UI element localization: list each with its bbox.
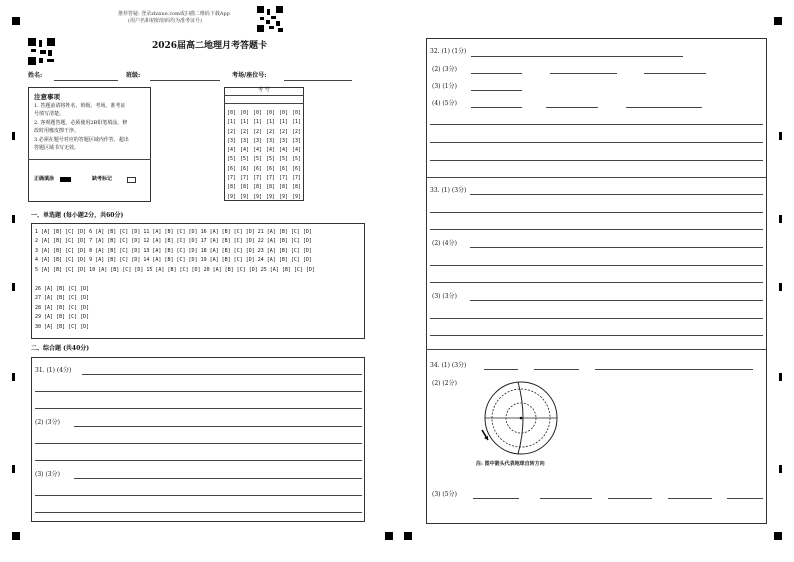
notice-item: 号填写清楚。 [34, 111, 65, 117]
exam-id-write-line [224, 103, 304, 104]
exam-id-digit-bubble[interactable]: [7] [279, 175, 289, 182]
registration-mark-bl [12, 532, 20, 540]
answer-line[interactable] [471, 90, 522, 91]
class-field[interactable] [150, 80, 220, 81]
student-qr-code-icon [28, 38, 55, 65]
download-hint-line1: 推荐答疑: 登录zhixue.com或扫描二维码下载App [118, 11, 230, 17]
exam-id-digit-bubble[interactable]: [9] [292, 193, 302, 200]
q34-2-label: (2) (2分) [432, 380, 457, 387]
registration-mark-tl [12, 17, 20, 25]
exam-id-digit-bubble[interactable]: [4] [279, 147, 289, 154]
exam-id-column [292, 109, 301, 202]
exam-id-digit-bubble[interactable]: [9] [227, 193, 237, 200]
exam-id-digit-bubble[interactable]: [5] [266, 156, 276, 163]
mcq-row[interactable]: 4 [A] [B] [C] [D] 9 [A] [B] [C] [D] 14 [A] [B] [C] [D] 19 [A] [B] [C] [D] 24 [A] [B] [C] [D] [35, 257, 312, 264]
timing-mark [779, 373, 782, 381]
qr-code-icon [257, 6, 283, 32]
answer-line[interactable] [473, 498, 519, 499]
answer-line[interactable] [626, 107, 702, 108]
exam-id-digit-bubble[interactable]: [6] [279, 165, 289, 172]
exam-id-digit-bubble[interactable]: [5] [279, 156, 289, 163]
mcq-row[interactable]: 28 [A] [B] [C] [D] [35, 304, 90, 311]
exam-id-digit-bubble[interactable]: [5] [292, 156, 302, 163]
exam-id-digit-bubble[interactable]: [8] [253, 184, 263, 191]
exam-id-digit-bubble[interactable]: [8] [227, 184, 237, 191]
answer-line[interactable] [74, 426, 362, 427]
registration-mark-tr [774, 17, 782, 25]
earth-rotation-diagram [474, 380, 564, 460]
exam-id-digit-bubble[interactable]: [6] [292, 165, 302, 172]
mcq-row[interactable]: 29 [A] [B] [C] [D] [35, 314, 90, 321]
answer-line[interactable] [430, 124, 763, 125]
exam-id-digit-bubble[interactable]: [1] [253, 119, 263, 126]
answer-line[interactable] [430, 142, 763, 143]
notice-item: 改时用橡皮擦干净。 [34, 128, 80, 134]
timing-mark [12, 132, 15, 140]
exam-id-column [266, 109, 275, 202]
exam-id-digit-bubble[interactable]: [3] [292, 137, 302, 144]
answer-line[interactable] [540, 498, 592, 499]
q33-3-label: (3) (3分) [432, 293, 457, 300]
exam-id-digit-bubble[interactable]: [8] [266, 184, 276, 191]
exam-id-digit-bubble[interactable]: [8] [292, 184, 302, 191]
q31-2-label: (2) (3分) [35, 419, 60, 426]
notice-item: 1. 答题前请将姓名、班级、考场、准考证 [34, 103, 126, 109]
answer-line[interactable] [430, 318, 763, 319]
exam-id-digit-bubble[interactable]: [6] [266, 165, 276, 172]
answer-line[interactable] [430, 229, 763, 230]
exam-id-digit-bubble[interactable]: [0] [266, 110, 276, 116]
q31-3-label: (3) (3分) [35, 471, 60, 478]
answer-line[interactable] [727, 498, 763, 499]
download-hint-line2: (用户名和初始密码均为准考证号) [128, 18, 202, 24]
exam-id-digit-bubble[interactable]: [4] [227, 147, 237, 154]
exam-id-digit-bubble[interactable]: [6] [227, 165, 237, 172]
exam-id-digit-bubble[interactable]: [1] [240, 119, 250, 126]
exam-id-digit-bubble[interactable]: [6] [253, 165, 263, 172]
exam-id-header: 考 号 [258, 87, 270, 93]
notice-item: 答题区域书写无效。 [34, 145, 80, 151]
exam-id-digit-bubble[interactable]: [2] [240, 128, 250, 135]
answer-line[interactable] [430, 212, 763, 213]
timing-mark [12, 215, 15, 223]
exam-id-digit-bubble[interactable]: [9] [266, 193, 276, 200]
exam-id-digit-bubble[interactable]: [2] [292, 128, 302, 135]
answer-line[interactable] [471, 107, 522, 108]
q34-1-label: 34. (1) (3分) [430, 362, 467, 369]
exam-id-digit-bubble[interactable]: [6] [240, 165, 250, 172]
exam-id-header-line [224, 95, 304, 96]
registration-mark-bc2 [404, 532, 412, 540]
q33-1-label: 33. (1) (3分) [430, 187, 467, 194]
seat-field[interactable] [284, 80, 352, 81]
answer-line[interactable] [82, 374, 362, 375]
notice-item: 2. 客观题答题，必须使用2B铅笔填涂，修 [34, 120, 128, 126]
answer-line[interactable] [471, 56, 683, 57]
exam-id-digit-bubble[interactable]: [9] [240, 193, 250, 200]
exam-id-digit-bubble[interactable]: [2] [279, 128, 289, 135]
mcq-row[interactable]: 2 [A] [B] [C] [D] 7 [A] [B] [C] [D] 12 [A] [B] [C] [D] 17 [A] [B] [C] [D] 22 [A] [B] [C] [D] [35, 238, 312, 245]
absent-label: 缺考标记 [92, 176, 113, 182]
notice-item: 3.必须在题号对应的答题区域内作答，超出 [34, 137, 129, 143]
exam-id-digit-bubble[interactable]: [7] [266, 175, 276, 182]
page-title: 2026届高二地理月考答题卡 [152, 41, 268, 51]
q32-4-label: (4) (5分) [432, 100, 457, 107]
exam-id-digit-bubble[interactable]: [5] [253, 156, 263, 163]
answer-line[interactable] [534, 369, 579, 370]
name-label: 姓名: [28, 72, 43, 79]
exam-id-digit-bubble[interactable]: [5] [240, 156, 250, 163]
exam-id-digit-bubble[interactable]: [8] [240, 184, 250, 191]
answer-line[interactable] [484, 369, 518, 370]
correct-fill-sample [60, 177, 71, 182]
exam-id-digit-bubble[interactable]: [0] [227, 110, 237, 116]
name-field[interactable] [54, 80, 118, 81]
exam-id-digit-bubble[interactable]: [0] [253, 110, 263, 116]
exam-id-digit-bubble[interactable]: [4] [253, 147, 263, 154]
answer-line[interactable] [430, 265, 763, 266]
answer-line[interactable] [471, 73, 522, 74]
q34-3-label: (3) (5分) [432, 491, 457, 498]
mcq-row[interactable]: 30 [A] [B] [C] [D] [35, 323, 90, 330]
exam-id-column [227, 109, 236, 202]
timing-mark [12, 283, 15, 291]
correct-fill-label: 正确填涂 [34, 176, 55, 182]
section2-title: 二、综合题 (共40分) [31, 345, 90, 352]
q32-2-label: (2) (3分) [432, 66, 457, 73]
exam-id-digit-bubble[interactable]: [9] [253, 193, 263, 200]
exam-id-digit-bubble[interactable]: [0] [279, 110, 289, 116]
exam-id-digit-bubble[interactable]: [0] [240, 110, 250, 116]
mcq-row[interactable]: 1 [A] [B] [C] [D] 6 [A] [B] [C] [D] 11 [A] [B] [C] [D] 16 [A] [B] [C] [D] 21 [A] [B] [C] [D] [35, 229, 312, 235]
absent-checkbox[interactable] [127, 177, 136, 183]
mcq-row[interactable]: 5 [A] [B] [C] [D] 10 [A] [B] [C] [D] 15 [A] [B] [C] [D] 20 [A] [B] [C] [D] 25 [A] [B] [C] [D] [35, 266, 315, 273]
answer-line[interactable] [668, 498, 712, 499]
exam-id-digit-bubble[interactable]: [7] [240, 175, 250, 182]
answer-line[interactable] [35, 408, 362, 409]
exam-id-digit-bubble[interactable]: [3] [227, 137, 237, 144]
diagram-note: 注: 图中箭头代表地球自转方向 [476, 461, 545, 467]
notice-divider [28, 159, 151, 160]
answer-line[interactable] [430, 282, 763, 283]
exam-id-digit-bubble[interactable]: [3] [266, 137, 276, 144]
exam-id-digit-bubble[interactable]: [7] [253, 175, 263, 182]
notice-title: 注意事项 [34, 93, 60, 101]
exam-id-digit-bubble[interactable]: [3] [240, 137, 250, 144]
mcq-row[interactable]: 26 [A] [B] [C] [D] [35, 286, 90, 292]
exam-id-digit-bubble[interactable]: [2] [253, 128, 263, 135]
exam-id-digit-bubble[interactable]: [1] [279, 119, 289, 126]
registration-mark-br [774, 532, 782, 540]
mcq-row[interactable]: 3 [A] [B] [C] [D] 8 [A] [B] [C] [D] 13 [A] [B] [C] [D] 18 [A] [B] [C] [D] 23 [A] [B] [C] [D] [35, 247, 312, 254]
answer-line[interactable] [35, 512, 362, 513]
answer-line[interactable] [35, 391, 362, 392]
answer-line[interactable] [74, 478, 362, 479]
answer-line[interactable] [644, 73, 706, 74]
timing-mark [779, 215, 782, 223]
exam-id-digit-bubble[interactable]: [1] [266, 119, 276, 126]
exam-id-digit-bubble[interactable]: [1] [292, 119, 302, 126]
answer-line[interactable] [546, 107, 598, 108]
exam-id-digit-bubble[interactable]: [4] [266, 147, 276, 154]
exam-id-column [279, 109, 288, 202]
timing-mark [779, 132, 782, 140]
answer-line[interactable] [430, 335, 763, 336]
class-label: 班级: [126, 72, 141, 79]
exam-id-digit-bubble[interactable]: [3] [279, 137, 289, 144]
answer-line[interactable] [595, 369, 753, 370]
answer-line[interactable] [608, 498, 652, 499]
exam-id-column [253, 109, 262, 202]
q32-q33-divider [426, 177, 767, 178]
exam-id-column [240, 109, 249, 202]
section1-title: 一、单选题 (每小题2分，共60分) [31, 212, 124, 219]
q32-3-label: (3) (1分) [432, 83, 457, 90]
timing-mark [779, 465, 782, 473]
answer-line[interactable] [35, 443, 362, 444]
exam-id-digit-bubble[interactable]: [8] [279, 184, 289, 191]
exam-id-digit-bubble[interactable]: [4] [292, 147, 302, 154]
q31-box [31, 357, 365, 522]
answer-line[interactable] [430, 160, 763, 161]
answer-line[interactable] [470, 194, 763, 195]
answer-line[interactable] [35, 460, 362, 461]
exam-id-digit-bubble[interactable]: [3] [253, 137, 263, 144]
timing-mark [779, 283, 782, 291]
exam-id-digit-bubble[interactable]: [5] [227, 156, 237, 163]
exam-id-digit-bubble[interactable]: [1] [227, 119, 237, 126]
answer-line[interactable] [470, 247, 763, 248]
mcq-row[interactable]: 27 [A] [B] [C] [D] [35, 295, 90, 302]
exam-id-digit-bubble[interactable]: [0] [292, 110, 302, 116]
registration-mark-bc1 [385, 532, 393, 540]
exam-id-digit-bubble[interactable]: [7] [292, 175, 302, 182]
answer-line[interactable] [470, 300, 763, 301]
exam-id-digit-bubble[interactable]: [7] [227, 175, 237, 182]
exam-id-digit-bubble[interactable]: [9] [279, 193, 289, 200]
exam-id-digit-bubble[interactable]: [2] [227, 128, 237, 135]
answer-line[interactable] [550, 73, 617, 74]
q32-1-label: 32. (1) (1分) [430, 48, 467, 55]
answer-line[interactable] [35, 495, 362, 496]
exam-id-digit-bubble[interactable]: [2] [266, 128, 276, 135]
q31-1-label: 31. (1) (4分) [35, 367, 72, 374]
seat-label: 考场/座位号: [232, 72, 267, 79]
exam-id-digit-bubble[interactable]: [4] [240, 147, 250, 154]
timing-mark [12, 373, 15, 381]
timing-mark [12, 465, 15, 473]
q33-q34-divider [426, 349, 767, 350]
q33-2-label: (2) (4分) [432, 240, 457, 247]
